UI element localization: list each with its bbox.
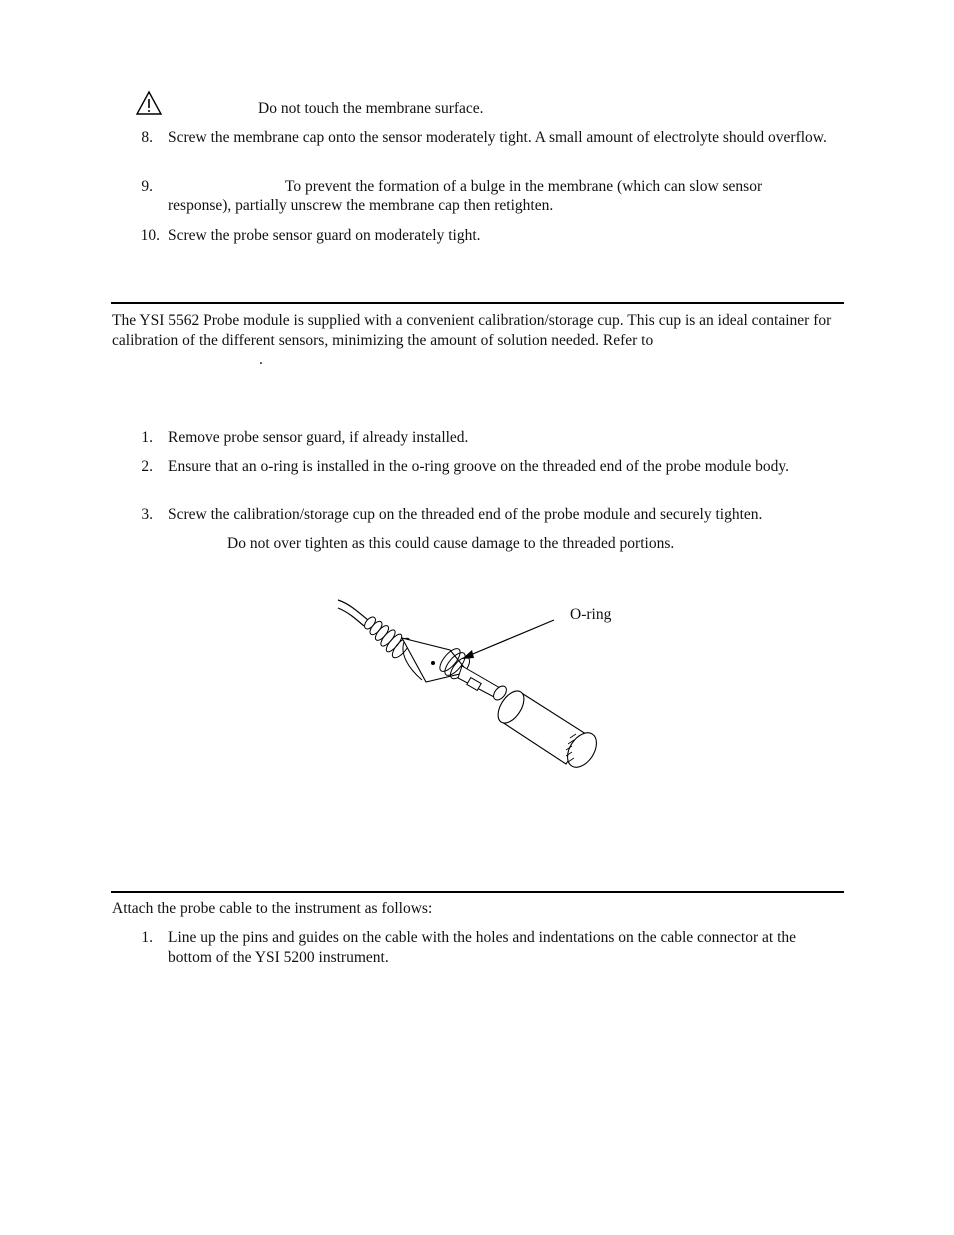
cup-intro-end: . <box>259 351 263 368</box>
step-number: 1. <box>141 429 153 446</box>
step-text-line2: response), partially unscrew the membrane cap then retighten. <box>168 197 554 214</box>
section-divider <box>111 891 844 893</box>
step-text: Line up the pins and guides on the cable with the holes and indentations on the cable connector at the bottom of the YSI 5200 instrument. <box>168 929 796 966</box>
step-number: 1. <box>141 929 153 946</box>
caution-text: Do not touch the membrane surface. <box>258 100 484 117</box>
step-number: 8. <box>141 129 153 146</box>
step-text: Screw the membrane cap onto the sensor moderately tight. A small amount of electrolyte should overflow. <box>168 129 827 146</box>
step-number: 10. <box>140 227 160 244</box>
step-text: Screw the calibration/storage cup on the threaded end of the probe module and securely tighten. <box>168 506 763 523</box>
section-divider <box>111 302 844 304</box>
step-text-line1: To prevent the formation of a bulge in the membrane (which can slow sensor <box>285 178 763 195</box>
step-number: 3. <box>141 506 153 523</box>
cup-intro-paragraph: The YSI 5562 Probe module is supplied with a convenient calibration/storage cup. This cup is an ideal container for calibration of the different sensors, minimizing the amount of solution needed. Refer to <box>112 312 832 349</box>
step-text: Ensure that an o-ring is installed in the o-ring groove on the threaded end of the probe module body. <box>168 458 789 475</box>
figure-label-oring: O-ring <box>570 606 612 623</box>
cable-intro: Attach the probe cable to the instrument as follows: <box>112 900 433 917</box>
step-text: Screw the probe sensor guard on moderately tight. <box>168 227 481 244</box>
caution-note: Do not over tighten as this could cause damage to the threaded portions. <box>227 535 675 552</box>
step-number: 9. <box>141 178 153 195</box>
caution-warning-icon <box>135 90 163 116</box>
step-number: 2. <box>141 458 153 475</box>
step-text: Remove probe sensor guard, if already installed. <box>168 429 469 446</box>
